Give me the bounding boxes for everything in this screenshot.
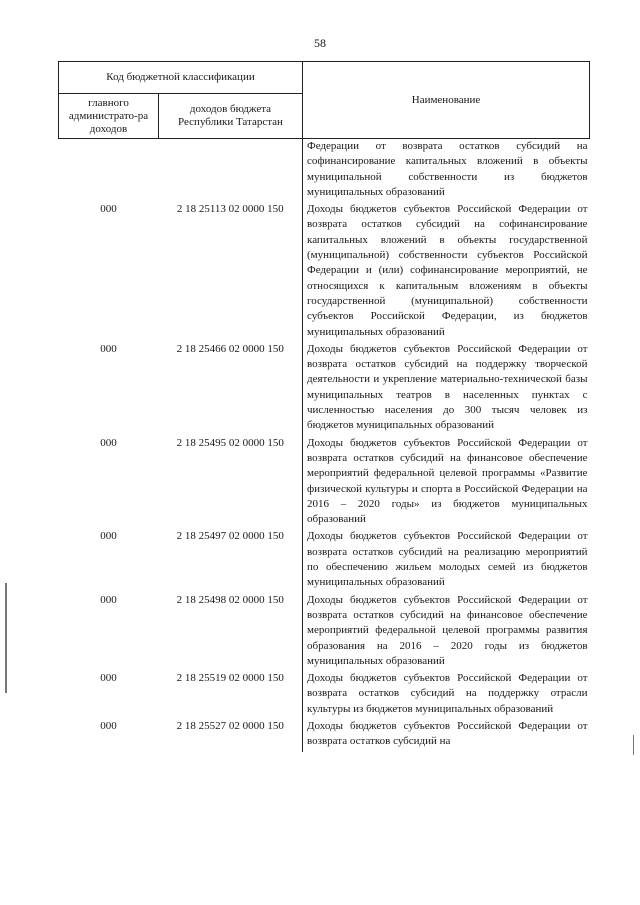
income-name: Доходы бюджетов субъектов Российской Федерации от возврата остатков субсидий на поддержку отрасли культуры из бюджетов муниципальных образований [303,671,590,719]
income-code: 2 18 25498 02 0000 150 [176,593,284,606]
admin-code: 000 [100,719,117,732]
income-name: Доходы бюджетов субъектов Российской Федерации от возврата остатков субсидий на финансовое обеспечение мероприятий федеральной целевой программы развития образования на 2016 – 2020 годы из бюджетов муниципальных образований [303,593,590,671]
income-name: Доходы бюджетов субъектов Российской Федерации от возврата остатков субсидий на финансовое обеспечение мероприятий федеральной целевой программы «Развитие физической культуры и спорта в Российской Федерации на 2016 – 2020 годы» из бюджетов муниципальных образований [303,436,590,530]
admin-code [59,139,159,203]
table-row [59,529,590,592]
scan-margin-mark [633,735,634,755]
header-main-administrator: главного администрато-ра доходов [59,94,159,139]
income-code: 2 18 25113 02 0000 150 [176,203,284,216]
admin-code: 000 [100,593,117,606]
income-code [159,139,303,203]
table-row [59,593,590,671]
table-row [59,342,590,436]
table-row [59,139,590,203]
income-name: Доходы бюджетов субъектов Российской Федерации от возврата остатков субсидий на поддержку творческой деятельности и укрепление материально-технической базы муниципальных театров в населенных пунктах с численностью населения до 300 тысяч человек из бюджетов муниципальных образований [303,342,590,436]
income-code: 2 18 25466 02 0000 150 [176,342,284,355]
header-republic-budget-income: доходов бюджета Республики Татарстан [159,94,303,139]
admin-code: 000 [100,436,117,449]
income-name: Доходы бюджетов субъектов Российской Федерации от возврата остатков субсидий на реализацию мероприятий по обеспечению жильем молодых семей из бюджетов муниципальных образований [303,529,590,592]
table-row [59,719,590,752]
income-code: 2 18 25527 02 0000 150 [176,719,284,732]
admin-code: 000 [100,203,117,216]
income-name: Доходы бюджетов субъектов Российской Федерации от возврата остатков субсидий на софинансирование капитальных вложений в объекты государственной (муниципальной) собственности субъектов Российской Федерации и (или) софинансирование мероприятий, не относящихся к капитальным вложениям в объекты государственной (муниципальной) собственности субъектов Российской Федерации, из бюджетов муниципальных образований [303,202,590,342]
budget-classification-table [58,61,590,752]
income-code: 2 18 25497 02 0000 150 [176,530,284,543]
income-name: Федерации от возврата остатков субсидий на софинансирование капитальных вложений в объекты муниципальной собственности из бюджетов муниципальных образований [303,139,590,203]
admin-code: 000 [100,342,117,355]
header-budget-classification-code: Код бюджетной классификации [59,62,303,94]
admin-code: 000 [100,530,117,543]
scan-margin-mark [5,583,7,693]
table-row [59,671,590,719]
income-name: Доходы бюджетов субъектов Российской Федерации от возврата остатков субсидий на [303,719,590,752]
income-code: 2 18 25519 02 0000 150 [176,672,284,685]
header-name: Наименование [303,62,590,139]
income-code: 2 18 25495 02 0000 150 [176,436,284,449]
page-number: 58 [314,36,326,50]
table-row [59,436,590,530]
admin-code: 000 [100,672,117,685]
table-row [59,202,590,342]
